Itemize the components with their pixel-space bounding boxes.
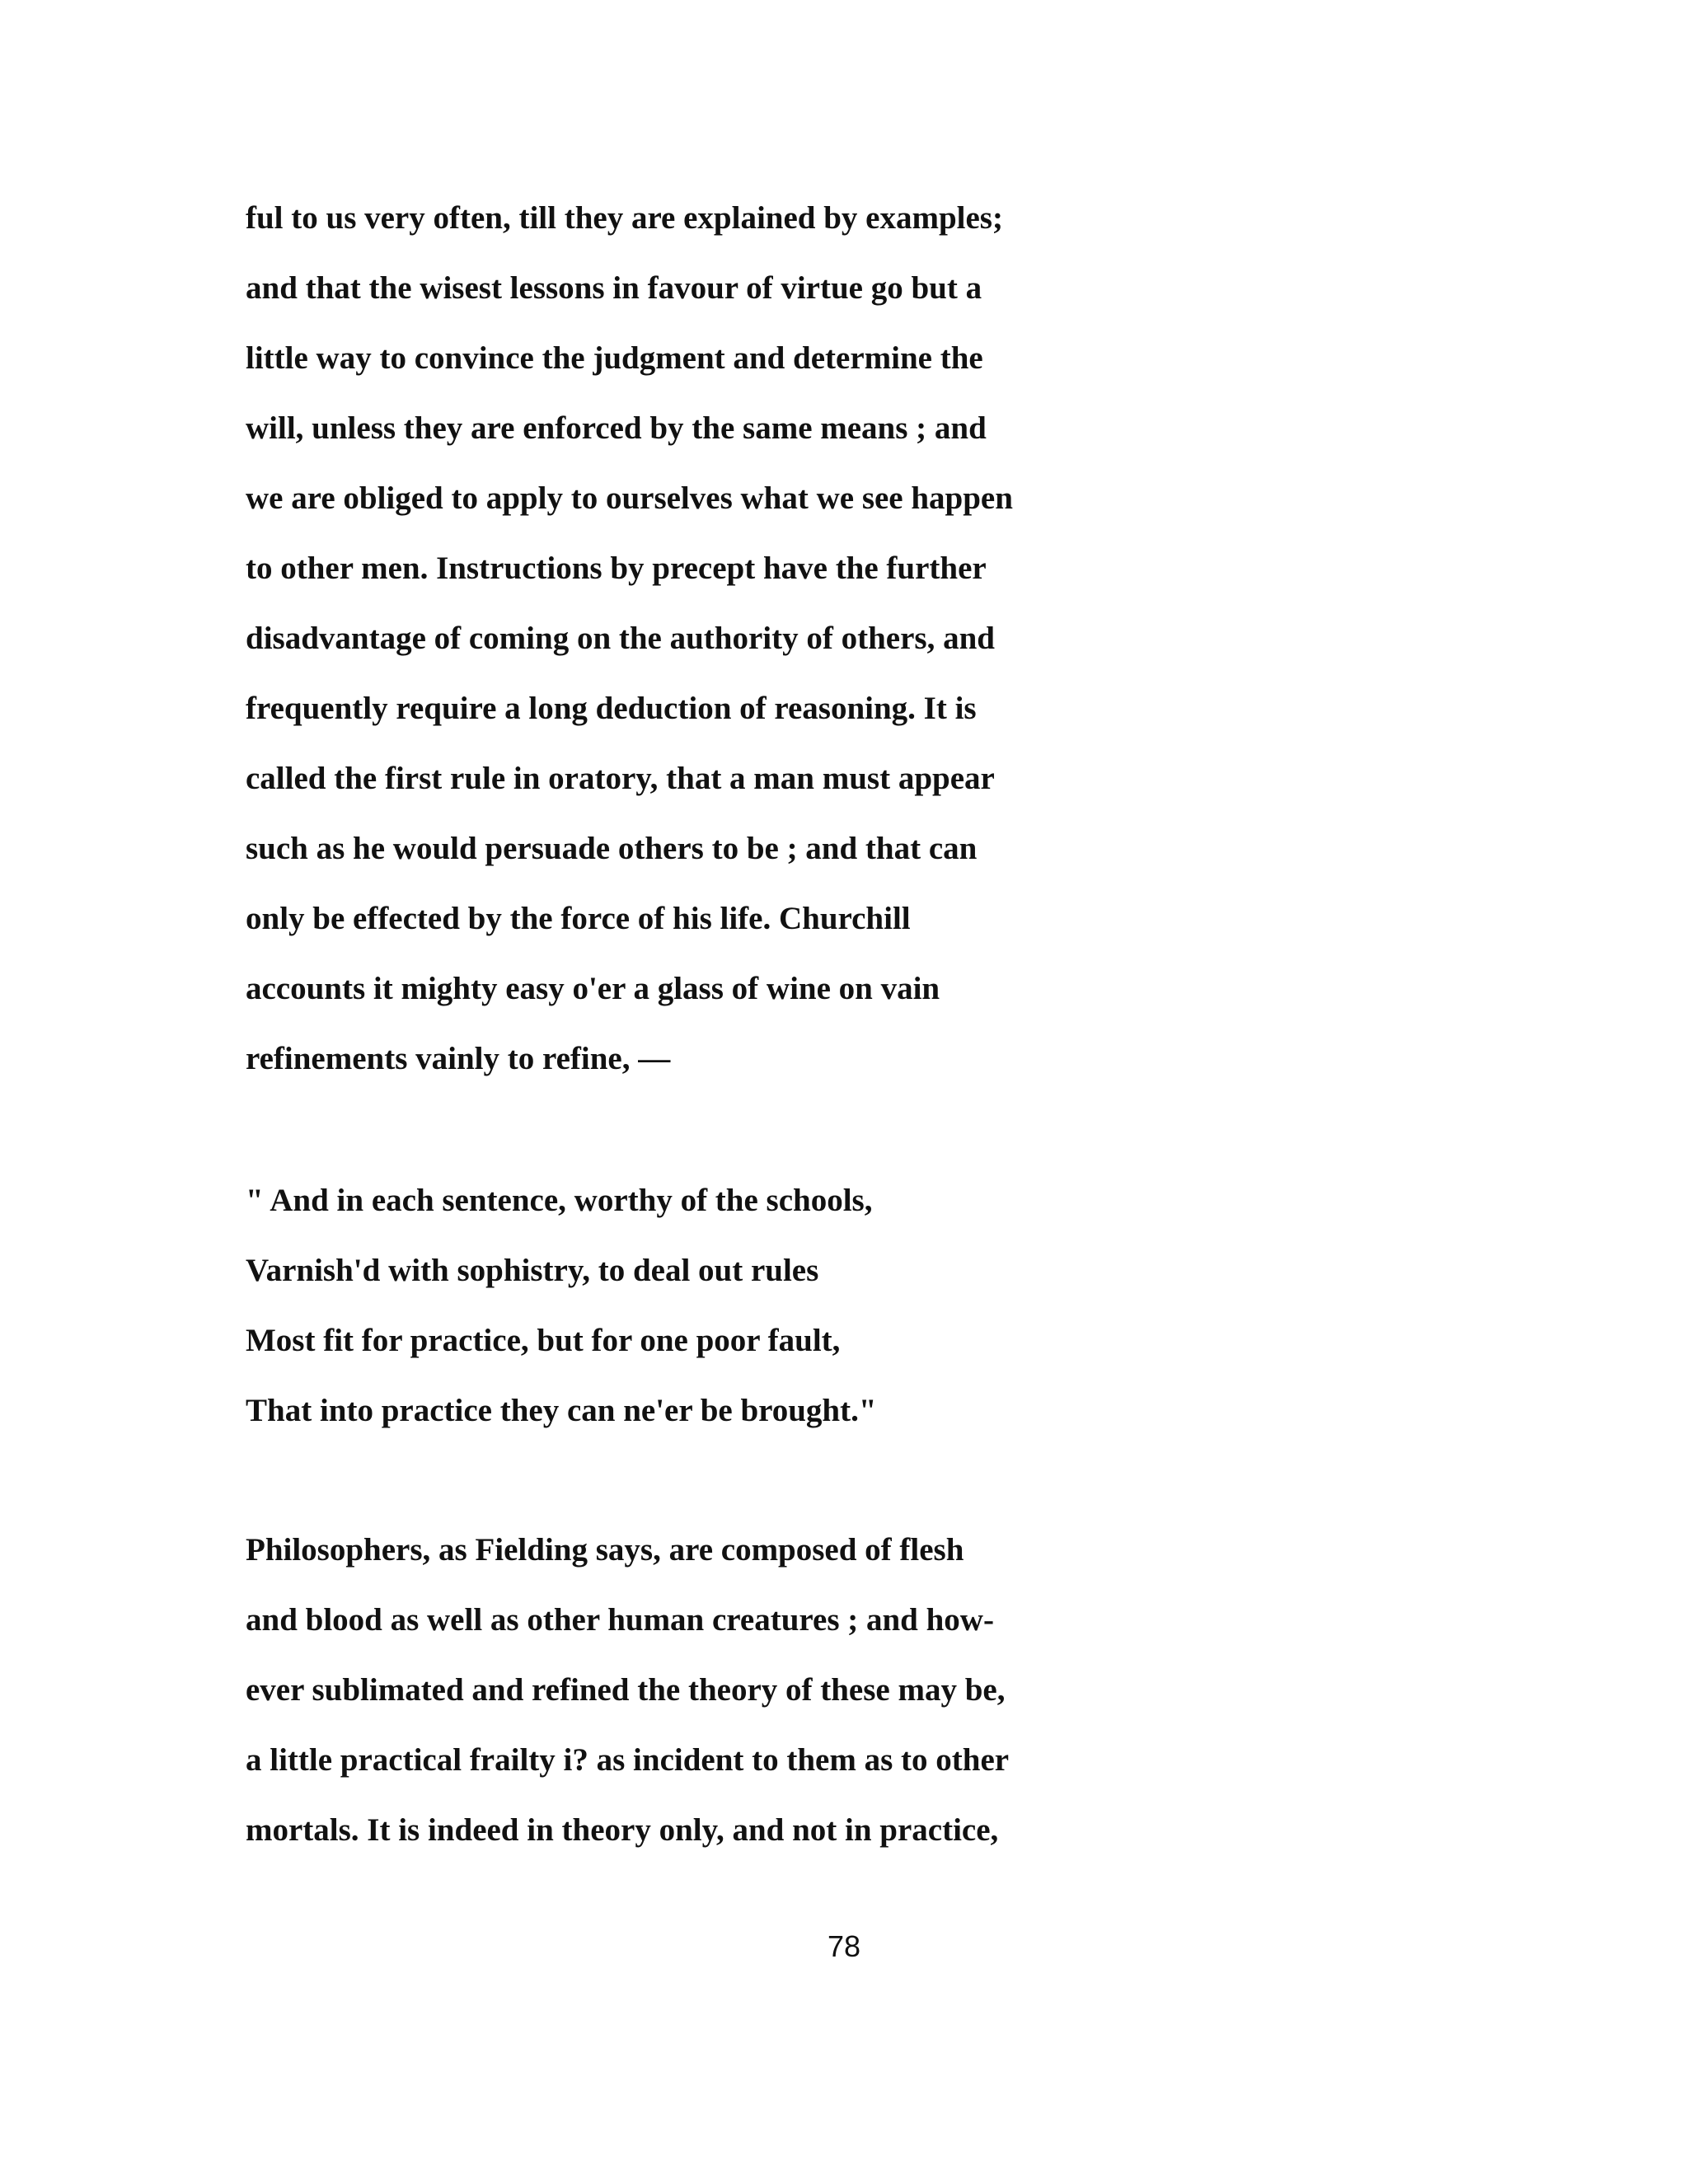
verse-line: " And in each sentence, worthy of the schools,: [246, 1183, 873, 1218]
text-line: we are obliged to apply to ourselves what we see happen: [246, 480, 1013, 516]
text-line: ever sublimated and refined the theory of these may be,: [246, 1672, 1006, 1708]
text-line: to other men. Instructions by precept have the further: [246, 551, 987, 586]
text-line: disadvantage of coming on the authority of others, and: [246, 621, 995, 656]
text-line: mortals. It is indeed in theory only, and not in practice,: [246, 1812, 999, 1848]
verse-line: That into practice they can ne'er be brought.": [246, 1393, 877, 1428]
text-line: such as he would persuade others to be ; and that can: [246, 831, 978, 866]
text-line: called the first rule in oratory, that a man must appear: [246, 761, 995, 796]
body-paragraph-2: [246, 1515, 1441, 1865]
text-line: Philosophers, as Fielding says, are composed of flesh: [246, 1532, 964, 1568]
text-line: a little practical frailty i? as incident to them as to other: [246, 1742, 1010, 1778]
text-line: accounts it mighty easy o'er a glass of wine on vain: [246, 971, 940, 1006]
text-line: little way to convince the judgment and determine the: [246, 340, 983, 376]
text-line: frequently require a long deduction of reasoning. It is: [246, 691, 977, 726]
verse-line: Varnish'd with sophistry, to deal out rules: [246, 1253, 819, 1288]
text-line: ful to us very often, till they are explained by examples;: [246, 200, 1003, 236]
text-line: and that the wisest lessons in favour of virtue go but a: [246, 270, 982, 306]
text-line: and blood as well as other human creatures ; and how-: [246, 1602, 994, 1638]
text-line: will, unless they are enforced by the same means ; and: [246, 410, 987, 446]
verse-quotation: [246, 1165, 1441, 1446]
body-paragraph-1: [246, 183, 1441, 1094]
text-line: refinements vainly to refine, —: [246, 1041, 671, 1076]
page-number: 78: [827, 1929, 861, 1963]
text-line: only be effected by the force of his life. Churchill: [246, 901, 911, 936]
verse-line: Most fit for practice, but for one poor fault,: [246, 1323, 841, 1358]
